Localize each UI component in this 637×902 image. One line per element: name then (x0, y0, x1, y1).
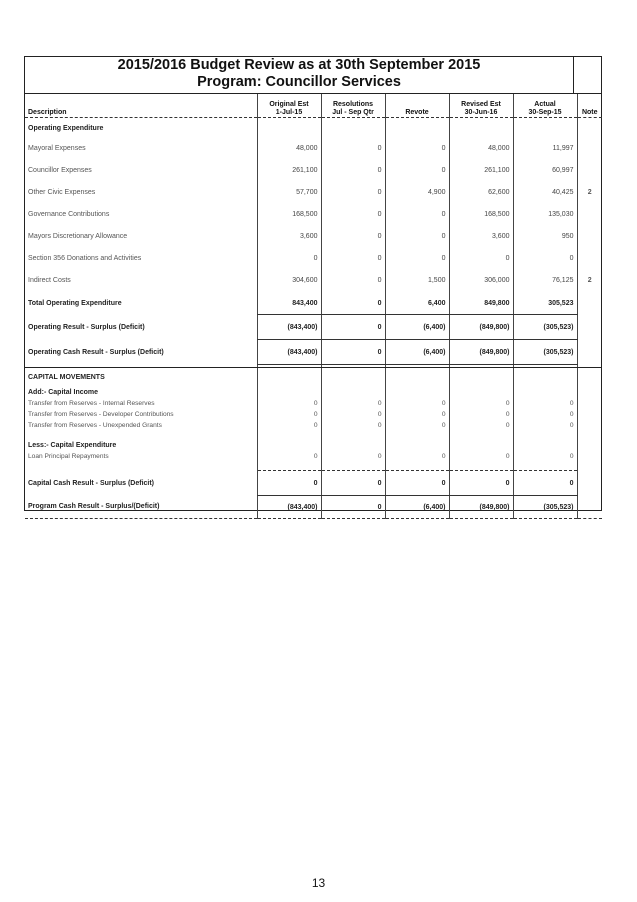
cell-note (577, 138, 602, 160)
cell-actual: 135,030 (513, 204, 577, 226)
result-label: Operating Result - Surplus (Deficit) (28, 323, 145, 331)
row-label: Transfer from Reserves - Developer Contributions (28, 411, 174, 418)
row-label: Transfer from Reserves - Internal Reserves (28, 400, 155, 407)
cell-revised: 0 (449, 451, 513, 462)
cell-original: 261,100 (257, 160, 321, 182)
col-header-actual-l2: 30-Sep-15 (528, 109, 562, 116)
table-row (25, 270, 602, 292)
cell-revised: 0 (449, 420, 513, 431)
budget-sheet (24, 56, 602, 511)
cell-revote: 0 (385, 409, 449, 420)
cell-resolutions: 0 (321, 160, 385, 182)
result-revised: (849,800) (449, 315, 513, 340)
capital-cash-result-label: Capital Cash Result - Surplus (Deficit) (28, 479, 155, 487)
cell-revised: 261,100 (449, 160, 513, 182)
col-header-actual (513, 94, 577, 118)
capital-expenditure-heading: Less:- Capital Expenditure (28, 441, 117, 449)
cell-original: 0 (257, 248, 321, 270)
capital-cash-revised: 0 (449, 471, 513, 496)
row-label: Other Civic Expenses (28, 189, 96, 196)
program-cash-actual: (305,523) (513, 496, 577, 519)
capital-heading-row (25, 368, 602, 387)
operating-expenditure-heading: Operating Expenditure (28, 124, 104, 132)
cell-original: 304,600 (257, 270, 321, 292)
cell-revote: 4,900 (385, 182, 449, 204)
cell-revote: 0 (385, 420, 449, 431)
cell-revised: 0 (449, 409, 513, 420)
report-title: 2015/2016 Budget Review as at 30th September 2015 (117, 57, 481, 73)
col-header-revised (449, 94, 513, 118)
cash-result-actual: (305,523) (513, 340, 577, 365)
cell-revised: 3,600 (449, 226, 513, 248)
cell-note (577, 160, 602, 182)
cell-note (577, 248, 602, 270)
col-header-original (257, 94, 321, 118)
cell-note (577, 204, 602, 226)
cell-resolutions: 0 (321, 248, 385, 270)
result-actual: (305,523) (513, 315, 577, 340)
cell-original: 0 (257, 398, 321, 409)
row-label: Mayoral Expenses (28, 145, 86, 152)
row-label: Transfer from Reserves - Unexpended Grants (28, 422, 162, 429)
col-header-actual-l1: Actual (534, 101, 556, 108)
cell-actual: 76,125 (513, 270, 577, 292)
spacer-row (25, 462, 602, 471)
row-label: Mayors Discretionary Allowance (28, 233, 128, 240)
total-original: 843,400 (257, 292, 321, 315)
cell-revised: 306,000 (449, 270, 513, 292)
capital-income-heading: Add:- Capital Income (28, 388, 99, 396)
program-cash-revised: (849,800) (449, 496, 513, 519)
cell-original: 48,000 (257, 138, 321, 160)
col-header-note: Note (577, 94, 602, 118)
cell-note: 2 (577, 270, 602, 292)
col-header-revote: Revote (385, 94, 449, 118)
cell-revised: 0 (449, 248, 513, 270)
col-header-revised-l2: 30-Jun-16 (464, 109, 498, 116)
col-header-description: Description (25, 94, 257, 118)
cell-revote: 1,500 (385, 270, 449, 292)
cell-actual: 0 (513, 398, 577, 409)
col-header-original-l2: 1-Jul-15 (275, 109, 303, 116)
program-cash-revote: (6,400) (385, 496, 449, 519)
cell-actual: 0 (513, 248, 577, 270)
cell-resolutions: 0 (321, 398, 385, 409)
cell-resolutions: 0 (321, 270, 385, 292)
cell-original: 3,600 (257, 226, 321, 248)
total-operating-row (25, 292, 602, 315)
program-cash-result-row (25, 496, 602, 519)
cell-revote: 0 (385, 204, 449, 226)
total-revised: 849,800 (449, 292, 513, 315)
cell-resolutions: 0 (321, 226, 385, 248)
row-label: Indirect Costs (28, 277, 71, 284)
col-header-original-l1: Original Est (269, 101, 309, 108)
page-number: 13 (311, 876, 326, 890)
result-original: (843,400) (257, 315, 321, 340)
budget-table-body (25, 118, 602, 519)
col-header-revised-l1: Revised Est (461, 101, 501, 108)
cell-actual: 11,997 (513, 138, 577, 160)
capital-income-heading-row (25, 386, 602, 398)
cell-resolutions: 0 (321, 138, 385, 160)
table-row (25, 204, 602, 226)
cell-original: 57,700 (257, 182, 321, 204)
cell-actual: 0 (513, 409, 577, 420)
table-row (25, 409, 602, 420)
col-header-resolutions-l2: Jul - Sep Qtr (332, 109, 374, 116)
table-row (25, 182, 602, 204)
cell-revote: 0 (385, 248, 449, 270)
program-cash-resolutions: 0 (321, 496, 385, 519)
cell-original: 168,500 (257, 204, 321, 226)
capital-movements-heading: CAPITAL MOVEMENTS (28, 373, 105, 381)
cash-result-original: (843,400) (257, 340, 321, 365)
total-revote: 6,400 (385, 292, 449, 315)
row-label: Councillor Expenses (28, 167, 92, 174)
cash-result-revote: (6,400) (385, 340, 449, 365)
cell-original: 0 (257, 420, 321, 431)
cell-actual: 0 (513, 451, 577, 462)
title-block (25, 57, 573, 93)
cell-resolutions: 0 (321, 451, 385, 462)
cell-resolutions: 0 (321, 182, 385, 204)
total-actual: 305,523 (513, 292, 577, 315)
cell-revote: 0 (385, 226, 449, 248)
table-row (25, 138, 602, 160)
result-revote: (6,400) (385, 315, 449, 340)
table-row (25, 398, 602, 409)
cell-revote: 0 (385, 160, 449, 182)
operating-result-row (25, 315, 602, 340)
cell-revised: 62,600 (449, 182, 513, 204)
table-row (25, 160, 602, 182)
cell-original: 0 (257, 451, 321, 462)
cash-result-label: Operating Cash Result - Surplus (Deficit) (28, 348, 164, 356)
table-row (25, 420, 602, 431)
row-label: Governance Contributions (28, 211, 110, 218)
table-row (25, 451, 602, 462)
column-header-row (25, 94, 602, 118)
cell-resolutions: 0 (321, 420, 385, 431)
col-header-resolutions-l1: Resolutions (332, 101, 374, 108)
table-row (25, 248, 602, 270)
capital-cash-actual: 0 (513, 471, 577, 496)
capital-cash-revote: 0 (385, 471, 449, 496)
cell-note (577, 226, 602, 248)
header-divider (573, 57, 574, 93)
capital-cash-original: 0 (257, 471, 321, 496)
cell-actual: 0 (513, 420, 577, 431)
cell-revote: 0 (385, 398, 449, 409)
budget-table (25, 93, 602, 519)
capital-cash-result-row (25, 471, 602, 496)
result-resolutions: 0 (321, 315, 385, 340)
cell-actual: 40,425 (513, 182, 577, 204)
capital-cash-resolutions: 0 (321, 471, 385, 496)
cell-resolutions: 0 (321, 409, 385, 420)
program-title: Program: Councillor Services (197, 74, 401, 90)
col-header-resolutions (321, 94, 385, 118)
cash-result-revised: (849,800) (449, 340, 513, 365)
row-label: Loan Principal Repayments (28, 453, 109, 460)
program-cash-result-label: Program Cash Result - Surplus/(Deficit) (25, 496, 257, 519)
cell-actual: 60,997 (513, 160, 577, 182)
cash-result-resolutions: 0 (321, 340, 385, 365)
cell-resolutions: 0 (321, 204, 385, 226)
total-label: Total Operating Expenditure (28, 299, 122, 307)
operating-cash-result-row (25, 340, 602, 365)
program-cash-original: (843,400) (257, 496, 321, 519)
capital-expenditure-heading-row (25, 439, 602, 451)
cell-revote: 0 (385, 138, 449, 160)
table-row (25, 226, 602, 248)
section-heading-row (25, 118, 602, 139)
cell-actual: 950 (513, 226, 577, 248)
cell-note: 2 (577, 182, 602, 204)
cell-revised: 0 (449, 398, 513, 409)
total-resolutions: 0 (321, 292, 385, 315)
spacer-row (25, 431, 602, 439)
cell-original: 0 (257, 409, 321, 420)
cell-revised: 48,000 (449, 138, 513, 160)
cell-revote: 0 (385, 451, 449, 462)
row-label: Section 356 Donations and Activities (28, 255, 142, 262)
cell-revised: 168,500 (449, 204, 513, 226)
